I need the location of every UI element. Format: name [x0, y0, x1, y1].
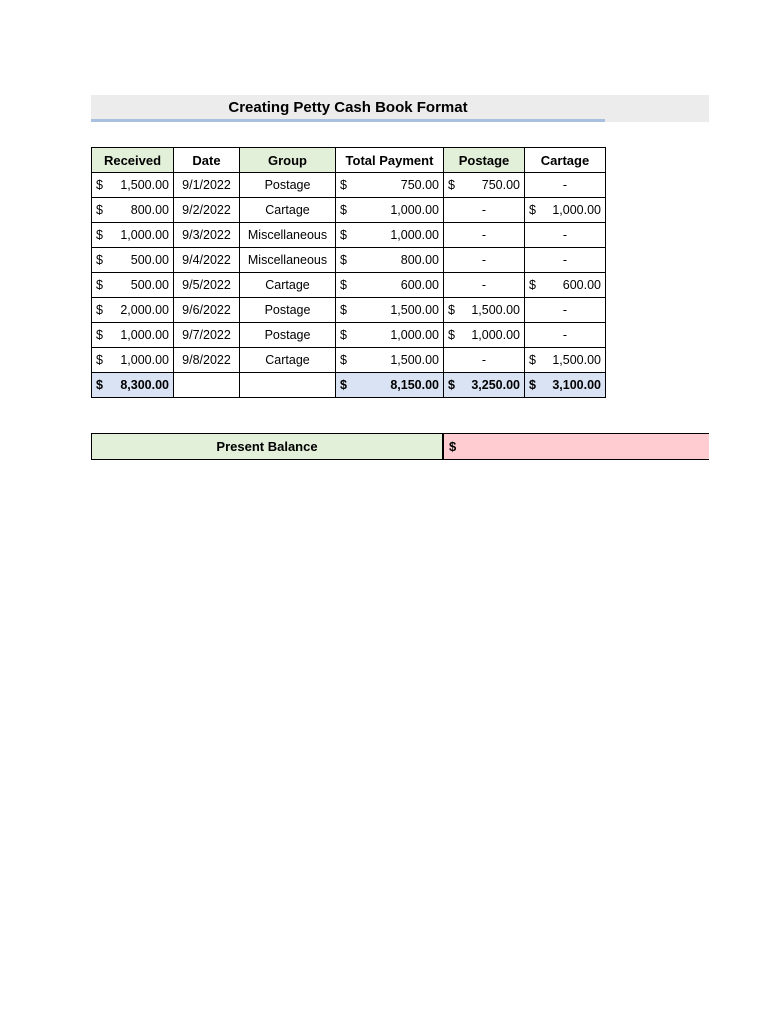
- group-value: Postage: [264, 178, 311, 192]
- cartage-value: -: [562, 328, 568, 342]
- group-cell[interactable]: [240, 348, 336, 373]
- total-payment-value: 1,000.00: [390, 203, 439, 217]
- title-bar: [91, 95, 709, 122]
- cartage-value: -: [562, 228, 568, 242]
- received-cell[interactable]: [92, 323, 174, 348]
- total-payment-cell[interactable]: [336, 248, 444, 273]
- received-cell[interactable]: [92, 223, 174, 248]
- cartage-value: -: [562, 178, 568, 192]
- group-value: Cartage: [265, 203, 310, 217]
- date-cell[interactable]: [174, 323, 240, 348]
- postage-value: -: [481, 353, 487, 367]
- date-cell[interactable]: [174, 198, 240, 223]
- petty-cash-table: [91, 147, 606, 398]
- postage-value: -: [481, 228, 487, 242]
- total-postage: 3,250.00: [471, 378, 520, 392]
- group-cell[interactable]: [240, 248, 336, 273]
- header-received[interactable]: Received: [92, 148, 174, 173]
- group-value: Postage: [264, 303, 311, 317]
- currency-symbol: $: [96, 303, 103, 317]
- received-value: 1,500.00: [120, 178, 169, 192]
- cartage-value: 1,500.00: [552, 353, 601, 367]
- received-value: 800.00: [130, 203, 169, 217]
- currency-symbol: $: [96, 328, 103, 342]
- date-value: 9/7/2022: [182, 328, 231, 342]
- received-value: 1,000.00: [120, 353, 169, 367]
- group-cell[interactable]: [240, 323, 336, 348]
- cartage-cell[interactable]: [525, 323, 606, 348]
- table-row: [92, 273, 606, 298]
- cartage-value: 1,000.00: [552, 203, 601, 217]
- currency-symbol: $: [96, 228, 103, 242]
- postage-value: 750.00: [481, 178, 520, 192]
- table-row: [92, 198, 606, 223]
- currency-symbol: $: [340, 278, 347, 292]
- postage-cell[interactable]: [444, 198, 525, 223]
- group-value: Cartage: [265, 278, 310, 292]
- total-payment-cell[interactable]: [336, 173, 444, 198]
- date-cell[interactable]: [174, 348, 240, 373]
- date-value: 9/1/2022: [182, 178, 231, 192]
- currency-symbol: $: [340, 203, 347, 217]
- group-cell[interactable]: [240, 198, 336, 223]
- header-group[interactable]: Group: [240, 148, 336, 173]
- total-payment-value: 750.00: [400, 178, 439, 192]
- date-value: 9/6/2022: [182, 303, 231, 317]
- currency-symbol: $: [448, 328, 455, 342]
- currency-symbol: $: [96, 278, 103, 292]
- table-row: [92, 348, 606, 373]
- total-payment-cell[interactable]: [336, 198, 444, 223]
- cartage-cell[interactable]: [525, 223, 606, 248]
- postage-cell[interactable]: [444, 298, 525, 323]
- total-received-cell[interactable]: [92, 373, 174, 398]
- cartage-cell[interactable]: [525, 198, 606, 223]
- group-cell[interactable]: [240, 223, 336, 248]
- currency-symbol: $: [340, 353, 347, 367]
- total-cartage: 3,100.00: [552, 378, 601, 392]
- header-date[interactable]: Date: [174, 148, 240, 173]
- currency-symbol: $: [340, 303, 347, 317]
- total-payment-cell[interactable]: [336, 348, 444, 373]
- currency-symbol: $: [340, 178, 347, 192]
- received-cell[interactable]: [92, 173, 174, 198]
- total-date-cell[interactable]: [174, 373, 240, 398]
- received-value: 2,000.00: [120, 303, 169, 317]
- received-cell[interactable]: [92, 198, 174, 223]
- page-title: Creating Petty Cash Book Format: [228, 99, 468, 116]
- postage-value: -: [481, 278, 487, 292]
- total-received: 8,300.00: [120, 378, 169, 392]
- table-body: [92, 173, 606, 373]
- date-cell[interactable]: [174, 223, 240, 248]
- total-payment-cell[interactable]: [336, 323, 444, 348]
- total-group-cell[interactable]: [240, 373, 336, 398]
- currency-symbol: $: [448, 178, 455, 192]
- currency-symbol: $: [340, 228, 347, 242]
- present-balance-label[interactable]: Present Balance: [91, 433, 443, 460]
- group-cell[interactable]: [240, 273, 336, 298]
- group-value: Cartage: [265, 353, 310, 367]
- postage-value: -: [481, 253, 487, 267]
- received-cell[interactable]: [92, 273, 174, 298]
- header-postage[interactable]: Postage: [444, 148, 525, 173]
- header-cartage[interactable]: Cartage: [525, 148, 606, 173]
- received-value: 500.00: [130, 253, 169, 267]
- group-cell[interactable]: [240, 173, 336, 198]
- table-row: [92, 173, 606, 198]
- cartage-value: 600.00: [562, 278, 601, 292]
- currency-symbol: $: [96, 253, 103, 267]
- group-value: Miscellaneous: [247, 228, 328, 242]
- total-postage-cell[interactable]: [444, 373, 525, 398]
- received-value: 500.00: [130, 278, 169, 292]
- date-cell[interactable]: [174, 273, 240, 298]
- cartage-value: -: [562, 303, 568, 317]
- postage-cell[interactable]: [444, 323, 525, 348]
- currency-symbol: $: [529, 203, 536, 217]
- currency-symbol: $: [340, 328, 347, 342]
- total-cartage-cell[interactable]: [525, 373, 606, 398]
- total-payment-cell[interactable]: [336, 273, 444, 298]
- currency-symbol: $: [96, 178, 103, 192]
- currency-symbol: $: [340, 253, 347, 267]
- total-payment-value: 1,500.00: [390, 353, 439, 367]
- table-row: [92, 323, 606, 348]
- table-row: [92, 298, 606, 323]
- total-payment-value: 1,000.00: [390, 328, 439, 342]
- received-value: 1,000.00: [120, 328, 169, 342]
- group-cell[interactable]: [240, 298, 336, 323]
- cartage-cell[interactable]: [525, 248, 606, 273]
- total-payment-cell[interactable]: [336, 223, 444, 248]
- present-balance-value-cell[interactable]: [443, 433, 709, 460]
- present-balance-row: [91, 433, 709, 460]
- currency-symbol: $: [529, 378, 536, 392]
- title-underline: [91, 119, 605, 122]
- currency-symbol: $: [529, 353, 536, 367]
- table-row: [92, 248, 606, 273]
- postage-cell[interactable]: [444, 248, 525, 273]
- cartage-value: -: [562, 253, 568, 267]
- total-payment-cell[interactable]: [336, 373, 444, 398]
- date-cell[interactable]: [174, 248, 240, 273]
- currency-symbol: $: [448, 378, 455, 392]
- total-row: [92, 373, 606, 398]
- date-value: 9/5/2022: [182, 278, 231, 292]
- date-value: 9/3/2022: [182, 228, 231, 242]
- cartage-cell[interactable]: [525, 273, 606, 298]
- received-cell[interactable]: [92, 298, 174, 323]
- currency-symbol: $: [448, 303, 455, 317]
- table-row: [92, 223, 606, 248]
- header-total-payment[interactable]: Total Payment: [336, 148, 444, 173]
- total-payment: 8,150.00: [390, 378, 439, 392]
- group-value: Miscellaneous: [247, 253, 328, 267]
- cartage-cell[interactable]: [525, 348, 606, 373]
- postage-cell[interactable]: [444, 223, 525, 248]
- postage-value: 1,500.00: [471, 303, 520, 317]
- total-payment-value: 600.00: [400, 278, 439, 292]
- group-value: Postage: [264, 328, 311, 342]
- postage-value: 1,000.00: [471, 328, 520, 342]
- postage-cell[interactable]: [444, 173, 525, 198]
- currency-symbol: $: [96, 203, 103, 217]
- date-cell[interactable]: [174, 173, 240, 198]
- currency-symbol: $: [96, 378, 103, 392]
- date-cell[interactable]: [174, 298, 240, 323]
- total-payment-value: 1,500.00: [390, 303, 439, 317]
- cartage-cell[interactable]: [525, 298, 606, 323]
- postage-cell[interactable]: [444, 348, 525, 373]
- received-cell[interactable]: [92, 248, 174, 273]
- date-value: 9/2/2022: [182, 203, 231, 217]
- postage-cell[interactable]: [444, 273, 525, 298]
- currency-symbol: $: [340, 378, 347, 392]
- currency-symbol: $: [96, 353, 103, 367]
- date-value: 9/8/2022: [182, 353, 231, 367]
- present-balance-currency: $: [449, 439, 457, 454]
- date-value: 9/4/2022: [182, 253, 231, 267]
- header-row: [92, 148, 606, 173]
- received-value: 1,000.00: [120, 228, 169, 242]
- received-cell[interactable]: [92, 348, 174, 373]
- total-payment-value: 800.00: [400, 253, 439, 267]
- total-payment-value: 1,000.00: [390, 228, 439, 242]
- currency-symbol: $: [529, 278, 536, 292]
- total-payment-cell[interactable]: [336, 298, 444, 323]
- cartage-cell[interactable]: [525, 173, 606, 198]
- postage-value: -: [481, 203, 487, 217]
